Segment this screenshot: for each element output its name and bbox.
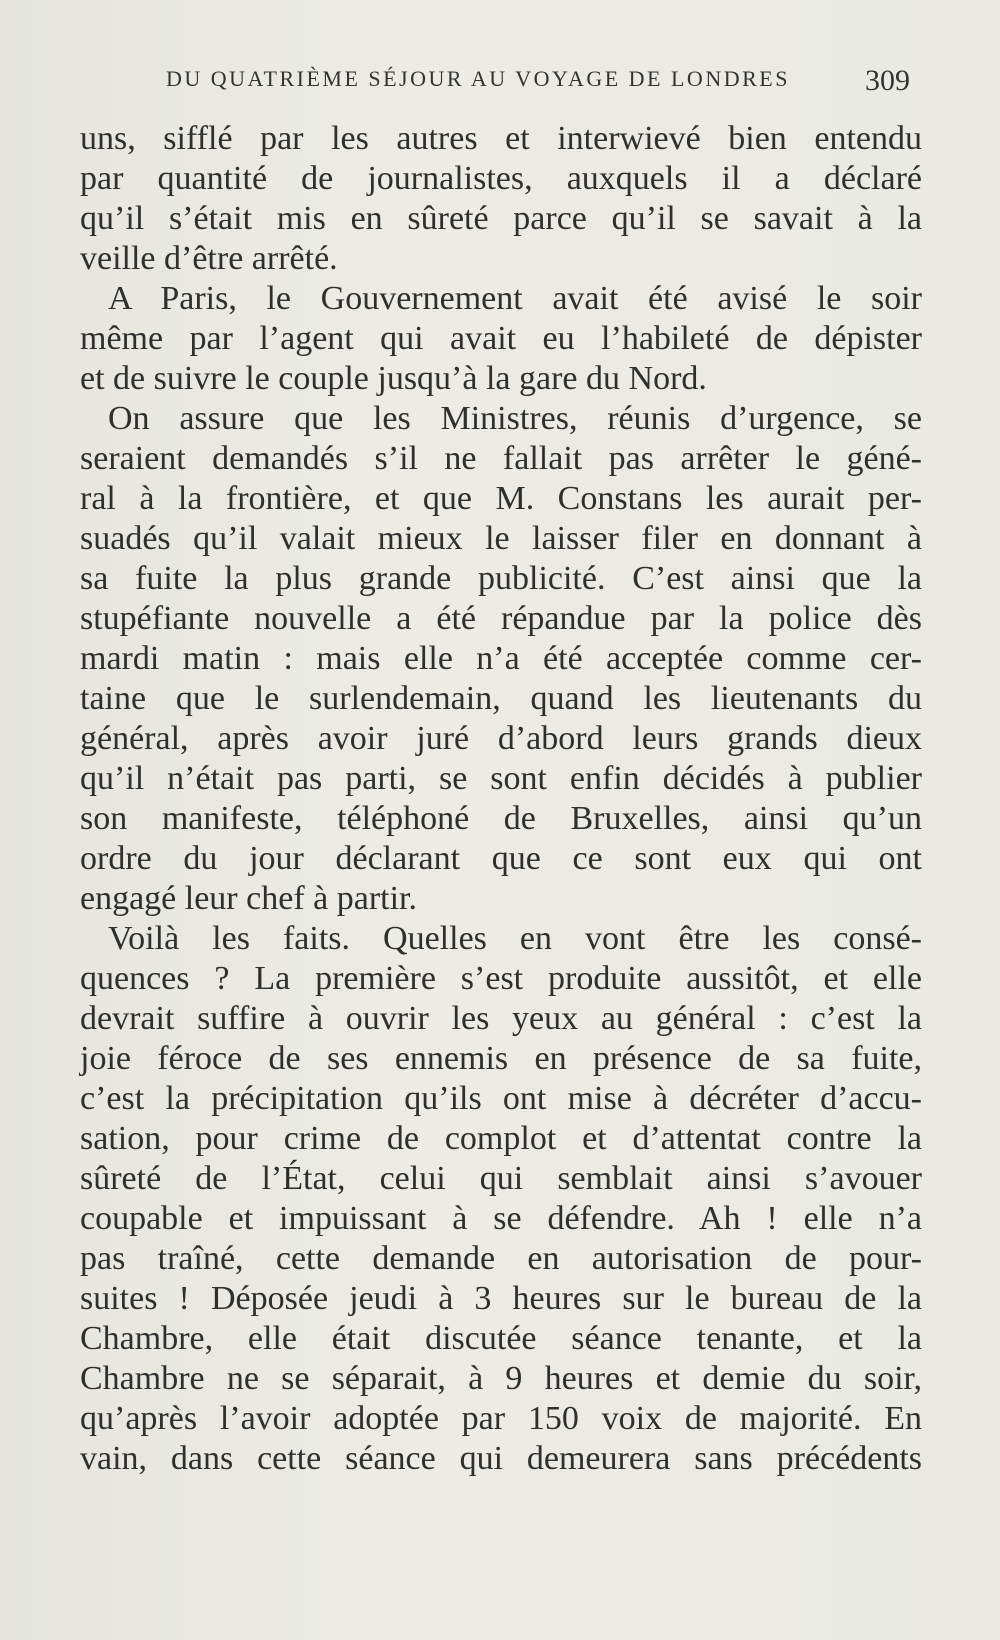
text-line: veille d’être arrêté. — [80, 240, 338, 277]
text-line: suadés qu’il valait mieux le laisser filer en donnant à — [80, 520, 922, 557]
text-line: vain, dans cette séance qui demeurera sans précédents — [80, 1440, 922, 1477]
text-line: seraient demandés s’il ne fallait pas arrêter le géné- — [80, 440, 922, 477]
text-line: Voilà les faits. Quelles en vont être les consé- — [108, 920, 922, 957]
text-line: c’est la précipitation qu’ils ont mise à décréter d’accu- — [80, 1080, 922, 1117]
text-line: mardi matin : mais elle n’a été acceptée comme cer- — [80, 640, 922, 677]
text-line: pas traîné, cette demande en autorisation de pour- — [80, 1240, 922, 1277]
running-head — [80, 66, 920, 102]
text-line: et de suivre le couple jusqu’à la gare du Nord. — [80, 360, 707, 397]
text-line: son manifeste, téléphoné de Bruxelles, ainsi qu’un — [80, 800, 922, 837]
text-line: sa fuite la plus grande publicité. C’est ainsi que la — [80, 560, 922, 597]
text-line: ral à la frontière, et que M. Constans les aurait per- — [80, 480, 922, 517]
text-line: taine que le surlendemain, quand les lieutenants du — [80, 680, 922, 717]
text-line: Chambre, elle était discutée séance tenante, et la — [80, 1320, 922, 1357]
text-line: qu’il s’était mis en sûreté parce qu’il se savait à la — [80, 200, 922, 237]
text-line: ordre du jour déclarant que ce sont eux qui ont — [80, 840, 922, 877]
text-line: qu’il n’était pas parti, se sont enfin décidés à publier — [80, 760, 922, 797]
text-line: Chambre ne se séparait, à 9 heures et demie du soir, — [80, 1360, 922, 1397]
text-line: devrait suffire à ouvrir les yeux au général : c’est la — [80, 1000, 922, 1037]
text-line: stupéfiante nouvelle a été répandue par la police dès — [80, 600, 922, 637]
page-number: 309 — [865, 64, 910, 97]
body-text — [80, 119, 922, 1479]
text-line: par quantité de journalistes, auxquels il a déclaré — [80, 160, 922, 197]
text-line: joie féroce de ses ennemis en présence de sa fuite, — [80, 1040, 922, 1077]
text-line: suites ! Déposée jeudi à 3 heures sur le bureau de la — [80, 1280, 922, 1317]
text-line: On assure que les Ministres, réunis d’urgence, se — [108, 400, 922, 437]
text-line: engagé leur chef à partir. — [80, 880, 417, 917]
running-head-title: DU QUATRIÈME SÉJOUR AU VOYAGE DE LONDRES — [166, 66, 790, 91]
text-line: général, après avoir juré d’abord leurs grands dieux — [80, 720, 922, 757]
text-line: quences ? La première s’est produite aussitôt, et elle — [80, 960, 922, 997]
text-line: A Paris, le Gouvernement avait été avisé le soir — [108, 280, 922, 317]
text-line: coupable et impuissant à se défendre. Ah ! elle n’a — [80, 1200, 922, 1237]
text-line: sation, pour crime de complot et d’attentat contre la — [80, 1120, 922, 1157]
text-line: sûreté de l’État, celui qui semblait ainsi s’avouer — [80, 1160, 922, 1197]
text-line: même par l’agent qui avait eu l’habileté de dépister — [80, 320, 922, 357]
text-line: qu’après l’avoir adoptée par 150 voix de majorité. En — [80, 1400, 922, 1437]
text-line: uns, sifflé par les autres et interwievé bien entendu — [80, 120, 922, 157]
